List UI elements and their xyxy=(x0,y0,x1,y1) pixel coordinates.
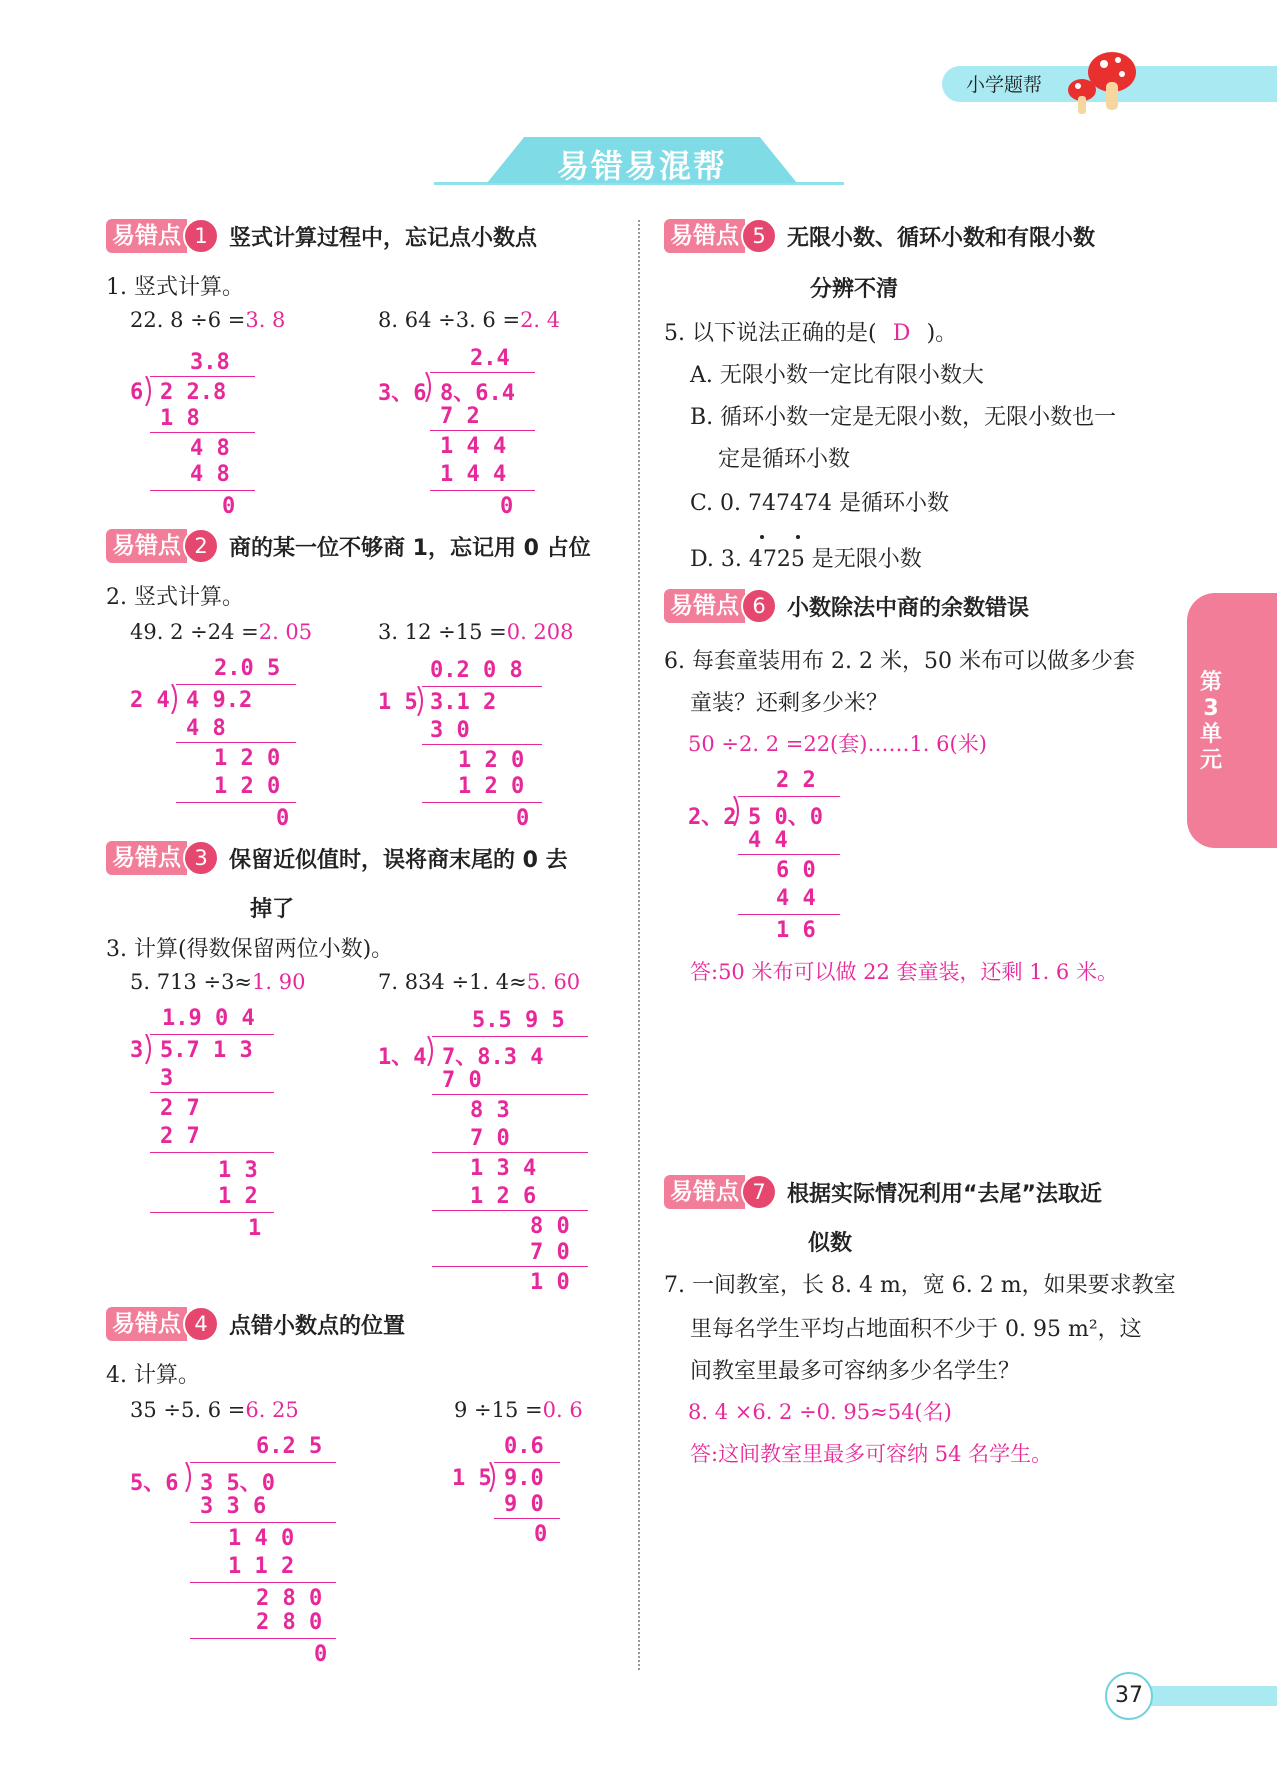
step-line xyxy=(190,1582,336,1583)
option-c: C. 0. 747474 是循环小数 xyxy=(690,491,949,516)
dividend: 2 2.8 xyxy=(160,380,227,405)
division-line xyxy=(430,372,535,373)
step: 3 0 xyxy=(430,718,470,743)
page-title: 易错易混帮 xyxy=(556,147,727,185)
expression: 5. 713 ÷3≈1. 90 xyxy=(130,970,306,994)
division-bracket xyxy=(426,1036,436,1066)
step: 3 3 6 xyxy=(200,1494,267,1519)
remainder: 0 xyxy=(276,806,290,831)
step-line xyxy=(422,802,542,803)
step: 3 xyxy=(160,1066,174,1091)
step: 9 0 xyxy=(504,1492,544,1517)
badge-6 xyxy=(664,588,1029,624)
step: 1 8 xyxy=(160,406,200,431)
step: 1 3 xyxy=(218,1158,258,1183)
question-6: 6. 每套童装用布 2. 2 米，50 米布可以做多少套 xyxy=(664,649,1135,674)
step: 1 4 0 xyxy=(228,1526,295,1551)
step-line xyxy=(432,1266,588,1267)
section-title: 商的某一位不够商 1，忘记用 0 占位 xyxy=(229,535,591,561)
expression: 22. 8 ÷6 =3. 8 xyxy=(130,308,286,332)
step-line xyxy=(432,1210,588,1211)
badge-number: 5 xyxy=(741,218,777,254)
step: 2 8 0 xyxy=(256,1610,323,1635)
expression: 9 ÷15 =0. 6 xyxy=(454,1398,583,1422)
divisor: 1 5 xyxy=(452,1466,492,1491)
step: 1 4 4 xyxy=(440,462,507,487)
badge-5 xyxy=(664,218,1095,254)
step: 7 0 xyxy=(530,1240,570,1265)
step: 1 2 0 xyxy=(214,746,281,771)
expression: 49. 2 ÷24 =2. 05 xyxy=(130,620,313,644)
division-bracket xyxy=(144,376,154,406)
divisor: 6 xyxy=(130,380,144,405)
dividend: 3 5、0 xyxy=(200,1471,275,1496)
dividend: 9.0 xyxy=(504,1466,544,1491)
step-line xyxy=(150,1212,274,1213)
step-line xyxy=(190,1522,336,1523)
badge-label: 易错点 xyxy=(664,219,745,253)
division-bracket xyxy=(732,796,742,826)
remainder: 0 xyxy=(500,494,514,519)
step-line xyxy=(432,1152,588,1153)
division-line xyxy=(432,1036,588,1037)
option-a: A. 无限小数一定比有限小数大 xyxy=(690,363,984,388)
section-title-cont: 掉了 xyxy=(250,897,295,922)
remainder: 0 xyxy=(516,806,530,831)
remainder: 0 xyxy=(314,1642,328,1667)
step-line xyxy=(150,490,255,491)
division-bracket xyxy=(424,372,434,402)
divisor: 2 4 xyxy=(130,688,170,713)
badge-number: 3 xyxy=(183,840,219,876)
division-line xyxy=(150,376,255,377)
step: 1 2 0 xyxy=(458,774,525,799)
dividend: 8、6.4 xyxy=(440,381,515,406)
step: 1 1 2 xyxy=(228,1554,295,1579)
question-1: 1. 竖式计算。 xyxy=(106,275,244,300)
divisor: 1 5 xyxy=(378,690,418,715)
section-title: 无限小数、循环小数和有限小数 xyxy=(787,225,1096,251)
badge-number: 4 xyxy=(183,1306,219,1342)
divisor: 5、6 xyxy=(130,1471,179,1496)
question-7: 7. 一间教室，长 8. 4 m，宽 6. 2 m，如果要求教室 xyxy=(664,1273,1176,1298)
step: 1 2 0 xyxy=(214,774,281,799)
option-b-cont: 定是循环小数 xyxy=(718,447,851,472)
divisor: 3 xyxy=(130,1038,144,1063)
step: 7 0 xyxy=(442,1068,482,1093)
answer-choice: D xyxy=(892,321,911,346)
remainder: 0 xyxy=(534,1522,548,1547)
badge-number: 6 xyxy=(741,588,777,624)
dividend: 4 9.2 xyxy=(186,688,253,713)
question-3: 3. 计算(得数保留两位小数)。 xyxy=(106,937,394,962)
quotient: 2.0 5 xyxy=(214,656,281,681)
step-line xyxy=(738,854,840,855)
step-line xyxy=(738,914,840,915)
section-title: 点错小数点的位置 xyxy=(229,1313,406,1339)
badge-1 xyxy=(106,218,537,254)
dividend: 7、8.3 4 xyxy=(442,1045,544,1070)
question-6-cont: 童装？还剩多少米？ xyxy=(690,691,889,716)
badge-7 xyxy=(664,1174,1102,1210)
step: 1 2 0 xyxy=(458,748,525,773)
brand-label: 小学题帮 xyxy=(966,74,1043,96)
step: 4 4 xyxy=(776,886,816,911)
step: 4 8 xyxy=(190,436,230,461)
division-bracket xyxy=(184,1462,194,1492)
expression: 35 ÷5. 6 =6. 25 xyxy=(130,1398,299,1422)
answer-line: 答:这间教室里最多可容纳 54 名学生。 xyxy=(690,1442,1053,1466)
step-line xyxy=(176,742,296,743)
step: 1 3 4 xyxy=(470,1156,537,1181)
badge-label: 易错点 xyxy=(106,219,187,253)
quotient: 2.4 xyxy=(470,346,510,371)
step: 2 8 0 xyxy=(256,1586,323,1611)
division-line xyxy=(190,1462,336,1463)
step-line xyxy=(150,1092,274,1093)
dividend: 5.7 1 3 xyxy=(160,1038,253,1063)
step: 7 2 xyxy=(440,404,480,429)
badge-2 xyxy=(106,528,591,564)
remainder: 1 xyxy=(248,1216,262,1241)
division-line xyxy=(176,684,296,685)
remainder: 1 0 xyxy=(530,1270,570,1295)
section-title: 竖式计算过程中，忘记点小数点 xyxy=(229,225,538,251)
division-line xyxy=(494,1462,560,1463)
step: 8 3 xyxy=(470,1098,510,1123)
step-line xyxy=(150,432,255,433)
step: 4 8 xyxy=(186,716,226,741)
step-line xyxy=(432,1094,588,1095)
expression: 7. 834 ÷1. 4≈5. 60 xyxy=(378,970,581,994)
work-line: 50 ÷2. 2 =22(套)……1. 6(米) xyxy=(688,732,987,756)
page-number: 37 xyxy=(1105,1672,1153,1720)
divisor: 3、6 xyxy=(378,381,427,406)
step-line xyxy=(190,1638,336,1639)
division-line xyxy=(150,1034,274,1035)
question-2: 2. 竖式计算。 xyxy=(106,585,244,610)
division-line xyxy=(738,796,840,797)
repeating-dots xyxy=(756,532,806,542)
step: 1 2 6 xyxy=(470,1184,537,1209)
step: 2 7 xyxy=(160,1096,200,1121)
badge-number: 1 xyxy=(183,218,219,254)
column-divider xyxy=(638,220,640,1670)
section-title: 小数除法中商的余数错误 xyxy=(787,595,1030,621)
quotient: 1.9 0 4 xyxy=(162,1006,255,1031)
step: 8 0 xyxy=(530,1214,570,1239)
remainder: 1 6 xyxy=(776,918,816,943)
divisor: 1、4 xyxy=(378,1045,427,1070)
unit-label: 第 3 单 元 xyxy=(1199,670,1222,773)
step: 4 4 xyxy=(748,828,788,853)
quotient: 0.2 0 8 xyxy=(430,658,523,683)
step: 1 4 4 xyxy=(440,434,507,459)
question-5: 5. 以下说法正确的是( D )。 xyxy=(664,321,958,346)
badge-label: 易错点 xyxy=(106,841,187,875)
section-title: 保留近似值时，误将商末尾的 0 去 xyxy=(229,847,568,873)
question-7-cont: 里每名学生平均占地面积不少于 0. 95 m²，这 xyxy=(690,1317,1142,1342)
badge-number: 7 xyxy=(741,1174,777,1210)
mushroom-icon xyxy=(1060,44,1140,116)
quotient: 5.5 9 5 xyxy=(472,1008,565,1033)
badge-label: 易错点 xyxy=(664,1175,745,1209)
step: 6 0 xyxy=(776,858,816,883)
section-title-cont: 似数 xyxy=(808,1231,853,1256)
badge-label: 易错点 xyxy=(106,529,187,563)
division-bracket xyxy=(144,1034,154,1064)
badge-number: 2 xyxy=(183,528,219,564)
expression: 8. 64 ÷3. 6 =2. 4 xyxy=(378,308,561,332)
badge-label: 易错点 xyxy=(106,1307,187,1341)
answer-line: 答:50 米布可以做 22 套童装，还剩 1. 6 米。 xyxy=(690,960,1118,984)
division-bracket xyxy=(170,684,180,714)
question-4: 4. 计算。 xyxy=(106,1363,200,1388)
step-line xyxy=(494,1518,560,1519)
step: 4 8 xyxy=(190,462,230,487)
section-title-cont: 分辨不清 xyxy=(810,277,899,302)
section-title: 根据实际情况利用“去尾”法取近 xyxy=(787,1181,1102,1207)
dividend: 3.1 2 xyxy=(430,690,497,715)
divisor: 2、2 xyxy=(688,805,737,830)
step: 7 0 xyxy=(470,1126,510,1151)
work-line: 8. 4 ×6. 2 ÷0. 95≈54(名) xyxy=(688,1400,952,1424)
step-line xyxy=(422,744,542,745)
step-line xyxy=(150,1152,274,1153)
badge-4 xyxy=(106,1306,405,1342)
step-line xyxy=(176,802,296,803)
division-bracket xyxy=(488,1462,498,1492)
division-bracket xyxy=(416,686,426,716)
quotient: 6.2 5 xyxy=(256,1434,323,1459)
option-d: D. 3. 4725 是无限小数 xyxy=(690,547,922,572)
step-line xyxy=(430,490,535,491)
step-line xyxy=(430,430,535,431)
step: 1 2 xyxy=(218,1184,258,1209)
option-b: B. 循环小数一定是无限小数，无限小数也一 xyxy=(690,405,1117,430)
badge-label: 易错点 xyxy=(664,589,745,623)
quotient: 2 2 xyxy=(776,768,816,793)
dividend: 5 0、0 xyxy=(748,805,823,830)
expression: 3. 12 ÷15 =0. 208 xyxy=(378,620,574,644)
step: 2 7 xyxy=(160,1124,200,1149)
quotient: 3.8 xyxy=(190,350,230,375)
badge-3 xyxy=(106,840,568,876)
question-7-cont: 间教室里最多可容纳多少名学生？ xyxy=(690,1359,1021,1384)
remainder: 0 xyxy=(222,494,236,519)
quotient: 0.6 xyxy=(504,1434,544,1459)
division-line xyxy=(422,686,542,687)
